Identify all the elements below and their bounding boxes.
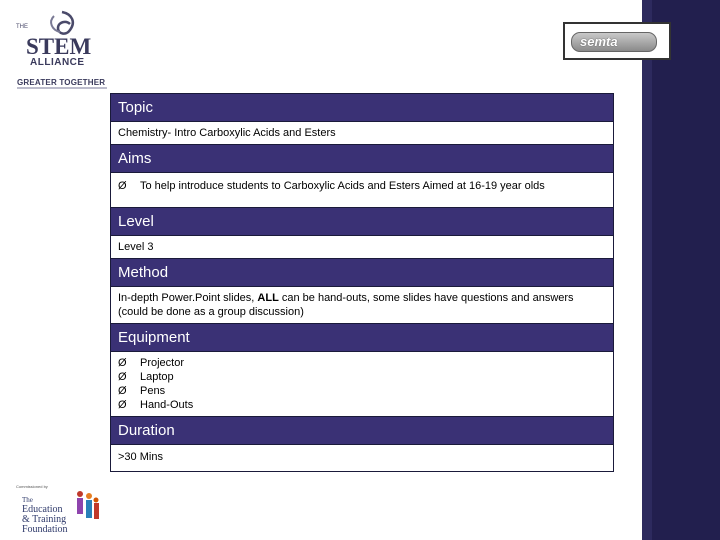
bullet-arrow-icon: Ø bbox=[118, 399, 127, 411]
level-value: Level 3 bbox=[111, 236, 613, 259]
topic-value: Chemistry- Intro Carboxylic Acids and Esters bbox=[111, 122, 613, 145]
bullet-arrow-icon: Ø bbox=[118, 180, 127, 192]
method-value bbox=[111, 287, 613, 324]
method-text-b: can be hand-outs, some slides have questions and answers (could be done as a group discussion) bbox=[118, 292, 574, 318]
stem-the-text: THE bbox=[16, 24, 28, 30]
stem-alliance-text: ALLIANCE bbox=[30, 57, 85, 68]
equipment-item-text: Pens bbox=[140, 385, 166, 397]
foundation-line: The bbox=[22, 496, 33, 504]
stem-word-text: STEM bbox=[26, 34, 92, 59]
equipment-item-text: Hand-Outs bbox=[140, 399, 194, 411]
bullet-arrow-icon: Ø bbox=[118, 371, 127, 383]
bullet-arrow-icon: Ø bbox=[118, 357, 127, 369]
aims-item bbox=[118, 179, 606, 193]
foundation-line: Education bbox=[22, 504, 63, 515]
aims-value bbox=[111, 173, 613, 208]
foundation-line: & Training bbox=[22, 514, 67, 525]
foundation-small-text: Commissioned by bbox=[16, 484, 48, 489]
foundation-line: Foundation bbox=[22, 524, 68, 535]
duration-heading: Duration bbox=[111, 417, 613, 445]
bullet-arrow-icon: Ø bbox=[118, 385, 127, 397]
stem-tagline: GREATER TOGETHER bbox=[17, 78, 106, 87]
stem-tagline-underline bbox=[17, 87, 107, 89]
equipment-heading: Equipment bbox=[111, 324, 613, 352]
equipment-item bbox=[118, 370, 606, 384]
equipment-item bbox=[118, 398, 606, 412]
foundation-name bbox=[22, 495, 68, 535]
aims-heading: Aims bbox=[111, 145, 613, 173]
equipment-value bbox=[111, 352, 613, 417]
sidebar-inner-stripe bbox=[642, 0, 652, 540]
method-heading: Method bbox=[111, 259, 613, 287]
semta-logo bbox=[563, 22, 671, 60]
level-heading: Level bbox=[111, 208, 613, 236]
foundation-figures-icon bbox=[72, 488, 100, 528]
lesson-info-table bbox=[110, 93, 614, 472]
semta-badge bbox=[571, 32, 657, 52]
duration-value: >30 Mins bbox=[111, 445, 613, 471]
equipment-item bbox=[118, 384, 606, 398]
equipment-item-text: Laptop bbox=[140, 371, 174, 383]
equipment-item bbox=[118, 356, 606, 370]
equipment-item-text: Projector bbox=[140, 357, 185, 369]
right-sidebar-band bbox=[642, 0, 720, 540]
topic-heading: Topic bbox=[111, 94, 613, 122]
method-text-a: In-depth Power.Point slides, bbox=[118, 292, 258, 304]
method-text-bold: ALL bbox=[257, 292, 279, 304]
aims-item-text: To help introduce students to Carboxylic Acids and Esters Aimed at 16-19 year olds bbox=[140, 180, 545, 192]
semta-text: semta bbox=[580, 34, 618, 49]
